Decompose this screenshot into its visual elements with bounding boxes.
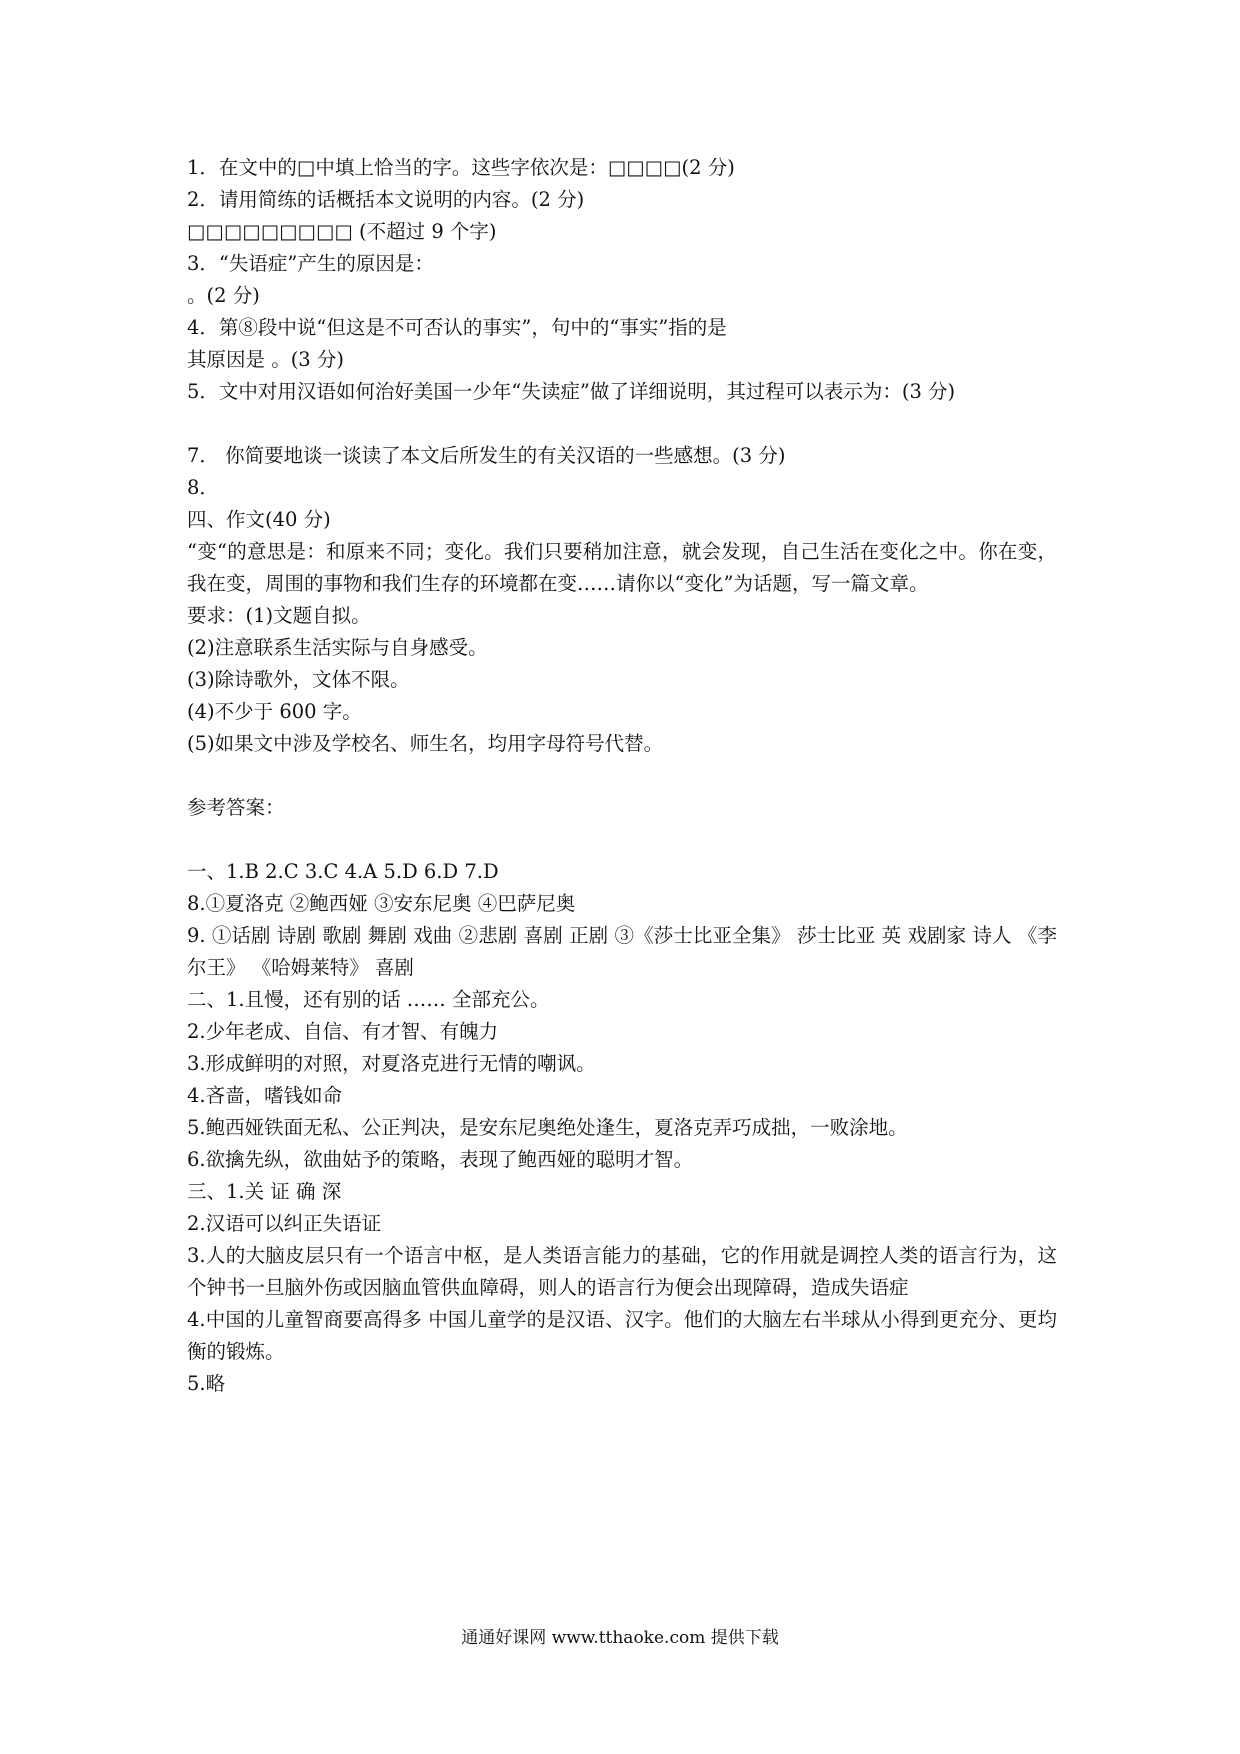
answer-section-1-line-2: 8.①夏洛克 ②鲍西娅 ③安东尼奥 ④巴萨尼奥: [187, 892, 576, 915]
answer-section-2-line-5: 5.鲍西娅铁面无私、公正判决，是安东尼奥绝处逢生，夏洛克弄巧成拙，一败涂地。: [187, 1116, 908, 1139]
answer-section-2-line-6: 6.欲擒先纵，欲曲姑予的策略，表现了鲍西娅的聪明才智。: [187, 1148, 694, 1171]
question-1: 1．在文中的□中填上恰当的字。这些字依次是：□□□□(2 分): [187, 156, 735, 179]
question-7: 7． 你简要地谈一谈读了本文后所发生的有关汉语的一些感想。(3 分): [187, 444, 786, 467]
essay-requirement-2: (2)注意联系生活实际与自身感受。: [187, 636, 488, 659]
spacer: [187, 408, 1057, 440]
spacer: [187, 824, 1057, 856]
essay-requirement-5: (5)如果文中涉及学校名、师生名，均用字母符号代替。: [187, 732, 664, 755]
essay-requirement-3: (3)除诗歌外，文体不限。: [187, 668, 410, 691]
question-2-blank: □□□□□□□□□ (不超过 9 个字): [187, 220, 497, 243]
answer-section-2-line-3: 3.形成鲜明的对照，对夏洛克进行无情的嘲讽。: [187, 1052, 596, 1075]
answer-section-2-line-4: 4.吝啬，嗜钱如命: [187, 1084, 343, 1107]
answer-section-3-line-2: 2.汉语可以纠正失语证: [187, 1212, 382, 1235]
essay-requirement-1: 要求：(1)文题自拟。: [187, 604, 371, 627]
answer-section-3-line-3: 3.人的大脑皮层只有一个语言中枢，是人类语言能力的基础，它的作用就是调控人类的语言行为，这个钟书一旦脑外伤或因脑血管供血障碍，则人的语言行为便会出现障碍，造成失语症: [187, 1244, 1057, 1299]
answer-section-2-line-1: 二、1.且慢，还有别的话 …… 全部充公。: [187, 988, 550, 1011]
answer-section-1-line-3: 9. ①话剧 诗剧 歌剧 舞剧 戏曲 ②悲剧 喜剧 正剧 ③《莎士比亚全集》 莎士比亚 英 戏剧家 诗人 《李尔王》 《哈姆莱特》 喜剧: [187, 924, 1057, 979]
essay-prompt: “变“的意思是：和原来不同；变化。我们只要稍加注意，就会发现，自己生活在变化之中。你在变，我在变，周围的事物和我们生存的环境都在变……请你以“变化”为话题，写一篇文章。: [187, 540, 1057, 595]
answer-section-2-line-2: 2.少年老成、自信、有才智、有魄力: [187, 1020, 499, 1043]
answer-section-1-line-1: 一、1.B 2.C 3.C 4.A 5.D 6.D 7.D: [187, 860, 499, 883]
answer-section-3-line-4: 4.中国的儿童智商要高得多 中国儿童学的是汉语、汉字。他们的大脑左右半球从小得到更充分、更均衡的锻炼。: [187, 1308, 1057, 1363]
question-3-tail: 。(2 分): [187, 284, 260, 307]
answer-section-3-line-5: 5.略: [187, 1372, 226, 1395]
question-4: 4．第⑧段中说“但这是不可否认的事实”，句中的“事实”指的是: [187, 316, 727, 339]
spacer: [187, 760, 1057, 792]
question-4-tail: 其原因是 。(3 分): [187, 348, 345, 371]
essay-heading: 四、作文(40 分): [187, 508, 331, 531]
essay-requirement-4: (4)不少于 600 字。: [187, 700, 362, 723]
answer-section-3-line-1: 三、1.关 证 确 深: [187, 1180, 342, 1203]
question-2: 2．请用简练的话概括本文说明的内容。(2 分): [187, 188, 585, 211]
question-5: 5．文中对用汉语如何治好美国一少年“失读症”做了详细说明，其过程可以表示为：(3 分): [187, 380, 956, 403]
question-3: 3．“失语症”产生的原因是：: [187, 252, 434, 275]
page-footer: 通通好课网 www.tthaoke.com 提供下载: [461, 1628, 779, 1648]
question-8: 8．: [187, 476, 219, 499]
document-body: [187, 152, 1057, 1400]
answers-heading: 参考答案：: [187, 796, 285, 819]
